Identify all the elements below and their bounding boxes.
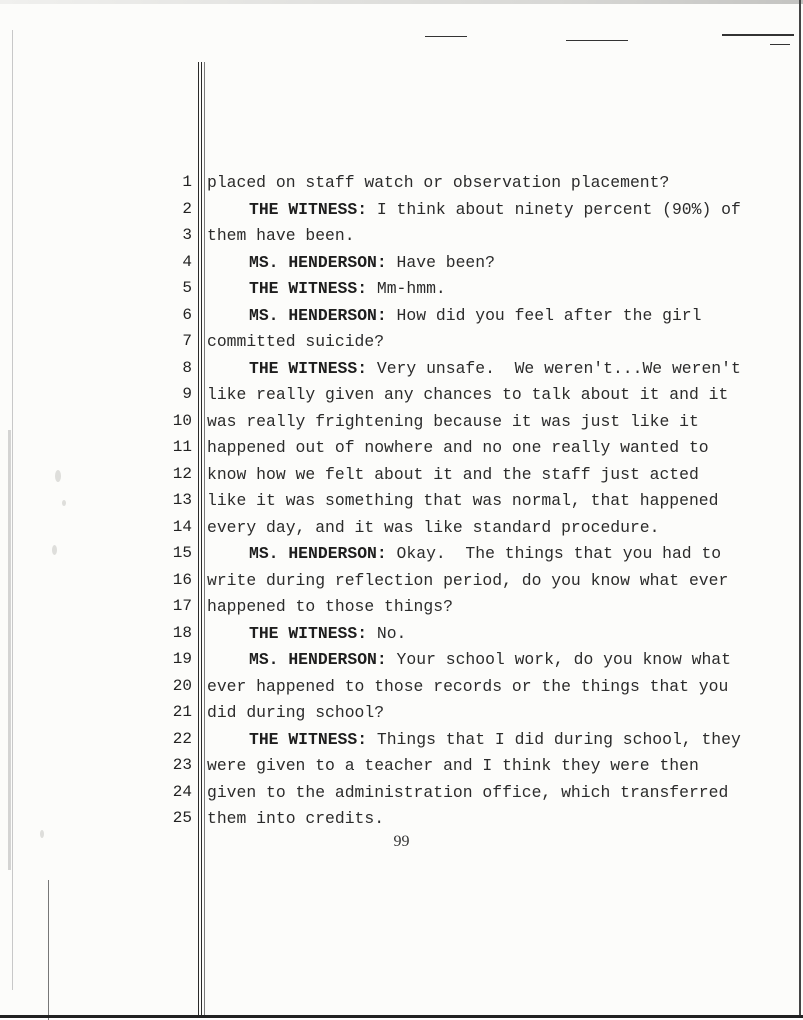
transcript-line (0, 332, 803, 359)
line-number: 13 (172, 491, 192, 509)
transcript-line (0, 809, 803, 836)
speaker-label: MS. HENDERSON: (249, 650, 387, 669)
line-number: 1 (182, 173, 192, 191)
transcript-line (0, 253, 803, 280)
line-number: 5 (182, 279, 192, 297)
spoken-text: I think about ninety percent (90%) of (367, 199, 741, 219)
line-text (249, 359, 795, 378)
line-text (207, 385, 795, 404)
line-text (207, 438, 795, 457)
line-text (207, 332, 795, 351)
line-number: 24 (172, 782, 192, 801)
line-text (207, 677, 795, 696)
line-number: 17 (172, 597, 192, 615)
line-number: 25 (172, 809, 192, 827)
line-text (207, 491, 795, 510)
spoken-text: was really frightening because it was just like it (207, 411, 699, 431)
transcript-line (0, 703, 803, 730)
line-text (249, 650, 795, 669)
line-text (207, 756, 795, 775)
line-text (207, 571, 795, 590)
line-number: 18 (172, 623, 192, 642)
transcript-line (0, 650, 803, 677)
line-number: 22 (172, 729, 192, 748)
spoken-text: happened out of nowhere and no one really wanted to (207, 438, 709, 457)
line-text (207, 783, 795, 802)
line-number: 21 (172, 703, 192, 721)
transcript-line (0, 173, 803, 200)
spoken-text: Things that I did during school, they (367, 729, 741, 749)
spoken-text: Very unsafe. We weren't...We weren't (367, 358, 741, 378)
spoken-text: placed on staff watch or observation placement? (207, 173, 670, 192)
transcript-line (0, 597, 803, 624)
spoken-text: like really given any chances to talk about it and it (207, 385, 729, 404)
line-number: 14 (172, 517, 192, 536)
spoken-text: committed suicide? (207, 332, 385, 351)
spoken-text: were given to a teacher and I think they were then (207, 756, 699, 775)
line-number: 8 (182, 358, 192, 377)
line-number: 19 (172, 650, 192, 668)
line-text (249, 253, 795, 272)
speaker-label: MS. HENDERSON: (249, 252, 387, 272)
line-text (249, 306, 795, 325)
line-text (249, 730, 795, 749)
speaker-label: MS. HENDERSON: (249, 544, 387, 563)
line-number: 4 (182, 252, 192, 271)
line-text (249, 279, 795, 298)
line-text (249, 624, 795, 643)
spoken-text: them have been. (207, 226, 355, 245)
line-number: 9 (182, 385, 192, 403)
transcript-line (0, 677, 803, 704)
transcript-line (0, 518, 803, 545)
spoken-text: given to the administration office, which transferred (207, 782, 729, 802)
scan-edge-line (48, 880, 49, 1020)
speaker-label: MS. HENDERSON: (249, 305, 387, 325)
line-text (207, 465, 795, 484)
speaker-label: THE WITNESS: (249, 623, 368, 643)
line-text (207, 809, 795, 828)
line-number: 16 (172, 570, 192, 589)
transcript-line (0, 412, 803, 439)
line-text (249, 544, 795, 563)
transcript-line (0, 624, 803, 651)
line-number: 10 (172, 411, 192, 430)
line-number: 7 (182, 332, 192, 350)
transcript-line (0, 544, 803, 571)
spoken-text: them into credits. (207, 809, 385, 828)
line-number: 12 (172, 464, 192, 483)
spoken-text: No. (367, 623, 407, 643)
line-text (207, 226, 795, 245)
transcript-line (0, 465, 803, 492)
spoken-text: every day, and it was like standard procedure. (207, 517, 660, 537)
scan-dash-mark (425, 36, 467, 37)
transcript-line (0, 279, 803, 306)
speaker-label: THE WITNESS: (249, 358, 368, 378)
transcript-line (0, 359, 803, 386)
spoken-text: ever happened to those records or the things that you (207, 676, 729, 696)
spoken-text: write during reflection period, do you know what ever (207, 570, 729, 590)
line-text (207, 518, 795, 537)
spoken-text: Your school work, do you know what (386, 650, 731, 669)
scan-dash-mark (566, 40, 628, 41)
transcript-line (0, 730, 803, 757)
spoken-text: Have been? (386, 252, 495, 272)
speaker-label: THE WITNESS: (249, 279, 368, 298)
transcript-line (0, 571, 803, 598)
transcript-line (0, 783, 803, 810)
line-text (207, 597, 795, 616)
line-text (249, 200, 795, 219)
transcript-line (0, 385, 803, 412)
line-number: 15 (172, 544, 192, 562)
scan-edge-artifact (0, 0, 803, 4)
spoken-text: Mm-hmm. (367, 279, 446, 298)
spoken-text: know how we felt about it and the staff just acted (207, 464, 699, 484)
scan-dash-mark (770, 44, 790, 45)
scan-dash-mark (722, 34, 794, 36)
spoken-text: did during school? (207, 703, 385, 722)
transcript-line (0, 491, 803, 518)
transcript-line (0, 756, 803, 783)
line-number: 2 (182, 199, 192, 218)
spoken-text: Okay. The things that you had to (386, 544, 722, 563)
speaker-label: THE WITNESS: (249, 729, 368, 749)
page-number: 99 (393, 833, 410, 850)
spoken-text: happened to those things? (207, 597, 453, 616)
speaker-label: THE WITNESS: (249, 199, 368, 219)
line-text (207, 703, 795, 722)
transcript-line (0, 306, 803, 333)
transcript-line (0, 438, 803, 465)
line-number: 11 (172, 438, 192, 456)
spoken-text: How did you feel after the girl (386, 305, 702, 325)
line-number: 3 (182, 226, 192, 244)
transcript-line (0, 200, 803, 227)
line-number: 6 (182, 305, 192, 324)
transcript-line (0, 226, 803, 253)
line-text (207, 412, 795, 431)
line-text (207, 173, 795, 192)
spoken-text: like it was something that was normal, that happened (207, 491, 719, 510)
line-number: 20 (172, 676, 192, 695)
line-number: 23 (172, 756, 192, 774)
